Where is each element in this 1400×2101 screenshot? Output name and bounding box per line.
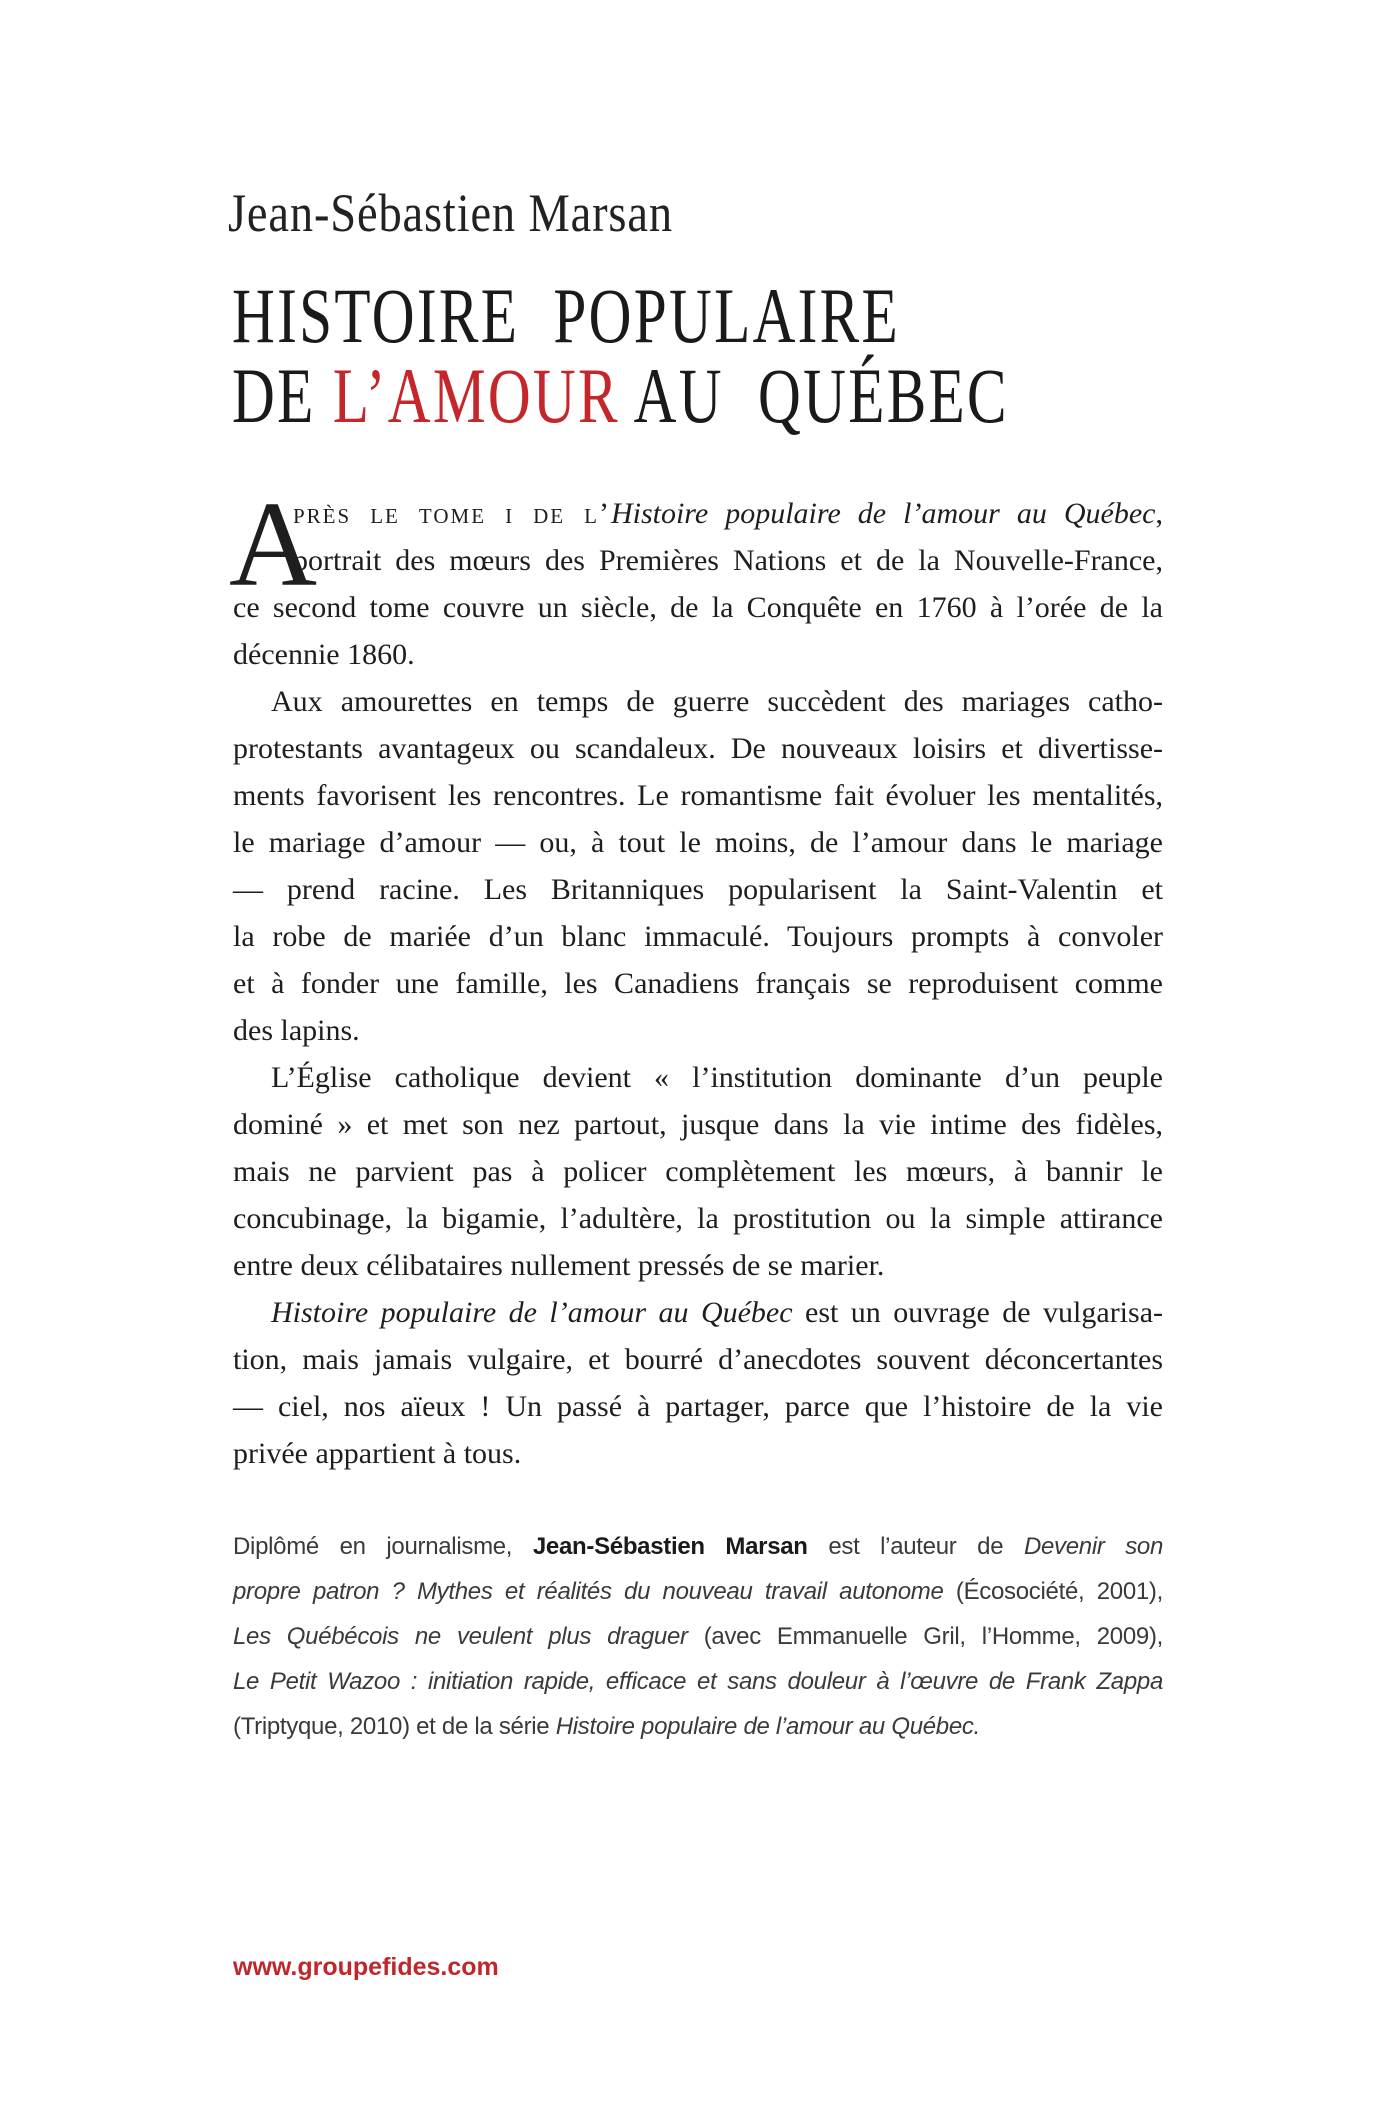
text-line [233,1054,1163,1101]
text-segment: L’Église catholique devient « l’institution dominante d’un peuple [271,1061,1163,1094]
text-segment: près le tome i de l’ [293,497,611,530]
text-segment: Diplômé en journalisme, [233,1533,533,1560]
text-line [233,1383,1163,1430]
back-cover-description [229,477,1163,1477]
text-segment: ments favorisent les rencontres. Le romantisme fait évoluer les mentalités, [233,779,1163,812]
title-de: DE [232,352,333,439]
text-segment: portrait des mœurs des Premières Nations et de la Nouvelle-France, [293,544,1163,577]
text-line [233,1148,1163,1195]
title-amour-highlight: L’AMOUR [332,352,620,439]
text-segment: (Triptyque, 2010) et de la série [233,1713,556,1740]
text-line [233,1242,1163,1289]
italic-title-text: Histoire populaire de l’amour au Québec. [555,1713,980,1740]
text-line [233,1289,1163,1336]
text-line [233,1524,1163,1569]
text-line [233,584,1163,631]
text-line [233,1101,1163,1148]
text-line [233,913,1163,960]
book-title-line-2 [232,352,1009,439]
text-line [233,1569,1163,1614]
text-line [233,772,1163,819]
text-segment: — ciel, nos aïeux ! Un passé à partager, parce que l’histoire de la vie [233,1390,1163,1423]
text-segment: privée appartient à tous. [233,1437,522,1470]
book-title-line-1: HISTOIRE POPULAIRE [232,272,900,359]
text-segment: est l’auteur de [807,1533,1024,1560]
text-line [233,678,1163,725]
italic-title-text: Histoire populaire de l’amour au Québec [271,1296,793,1329]
text-segment: le mariage d’amour — ou, à tout le moins, de l’amour dans le mariage [233,826,1163,859]
text-line [233,1007,1163,1054]
text-segment: entre deux célibataires nullement pressés de se marier. [233,1249,885,1282]
text-segment: — prend racine. Les Britanniques popularisent la Saint-Valentin et [233,873,1163,906]
text-line [233,1336,1163,1383]
title-au-quebec: AU QUÉBEC [619,352,1009,439]
italic-title-text: Histoire populaire de l’amour au Québec [610,497,1156,530]
text-line [233,631,1163,678]
text-line [233,537,1163,584]
text-line [233,1614,1163,1659]
text-segment: (Écosociété, 2001), [943,1578,1163,1605]
text-segment: (avec Emmanuelle Gril, l’Homme, 2009), [687,1623,1163,1650]
text-segment: protestants avantageux ou scandaleux. De nouveaux loisirs et divertisse- [233,732,1163,765]
text-segment: et à fonder une famille, les Canadiens français se reproduisent comme [233,967,1163,1000]
text-segment: concubinage, la bigamie, l’adultère, la prostitution ou la simple attirance [233,1202,1163,1235]
text-segment: la robe de mariée d’un blanc immaculé. Toujours prompts à convoler [233,920,1163,953]
text-segment: , [1155,497,1163,530]
text-segment: est un ouvrage de vulgarisa- [792,1296,1163,1329]
text-segment: dominé » et met son nez partout, jusque dans la vie intime des fidèles, [233,1108,1163,1141]
italic-title-text: Le Petit Wazoo : initiation rapide, efficace et sans douleur à l’œuvre de Frank Zappa [233,1668,1163,1695]
text-line [233,960,1163,1007]
text-line [233,819,1163,866]
author-name: Jean-Sébastien Marsan [228,183,673,243]
text-segment: des lapins. [233,1014,360,1047]
text-line [233,490,1163,537]
text-line [233,1704,1163,1749]
italic-title-text: Les Québécois ne veulent plus draguer [233,1623,688,1650]
text-line [233,1659,1163,1704]
author-bio [233,1524,1163,1749]
drop-cap: A [229,477,318,612]
text-line [233,725,1163,772]
text-line [233,1195,1163,1242]
italic-title-text: Devenir son [1023,1533,1164,1560]
text-segment: tion, mais jamais vulgaire, et bourré d’anecdotes souvent déconcertantes [233,1343,1163,1376]
text-segment: mais ne parvient pas à policer complètement les mœurs, à bannir le [233,1155,1163,1188]
text-segment: Aux amourettes en temps de guerre succèdent des mariages catho- [271,685,1163,718]
bold-name-text: Jean-Sébastien Marsan [532,1533,808,1560]
text-segment: ce second tome couvre un siècle, de la Conquête en 1760 à l’orée de la [233,591,1163,624]
text-line [233,1430,1163,1477]
text-segment: décennie 1860. [233,638,415,671]
text-line [233,866,1163,913]
italic-title-text: propre patron ? Mythes et réalités du nouveau travail autonome [233,1578,944,1605]
publisher-website-link[interactable]: www.groupefides.com [233,1953,499,1981]
